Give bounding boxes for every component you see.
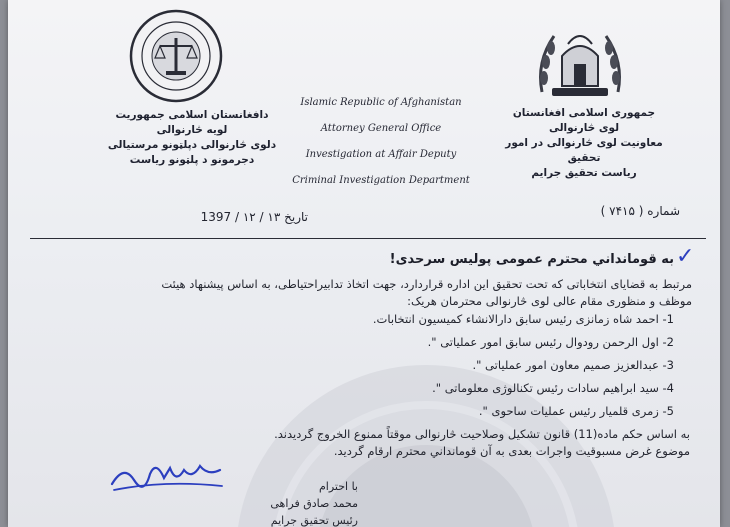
header-center-line: Investigation at Affair Deputy: [305, 149, 457, 160]
checkmark-icon: ✓: [676, 244, 695, 269]
signature-block: [158, 478, 358, 527]
intro-paragraph: مرتبط به قضایای انتخاباتی که تحت تحقیق این اداره قراردارد، جهت اتخاذ تدابیراحتیاطی، به اساس پیشنهاد هیئت موظف و منظوری مقام عالی لوی څارنوالی محترمان هریک:: [161, 277, 692, 308]
document-number: [568, 204, 680, 218]
regards: با احترام: [318, 480, 358, 493]
header-center-line: Criminal Investigation Department: [292, 175, 470, 186]
signer-name: محمد صادق فراهی: [270, 497, 358, 510]
list-item: 5- زمری قلمیار رئیس عملیات ساحوی ".: [478, 404, 674, 418]
closing-line: موضوع غرض مسبوقیت واجرات بعدی به آن قومانداني محترم ارقام گردید.: [333, 444, 690, 458]
list-item: 1- احمد شاه زمانزی رئیس سابق دارالانشاء کمیسیون انتخابات.: [372, 312, 674, 326]
letter-page: [8, 0, 720, 527]
header-dari-left: [102, 108, 282, 168]
header-left-line: لویه څارنوالی: [156, 124, 228, 136]
header-right-line: جمهوری اسلامی افغانستان: [512, 107, 656, 119]
persons-list: [308, 312, 674, 427]
header-right-line: لوی څارنوالی: [548, 122, 620, 134]
header-center-line: Islamic Republic of Afghanistan: [300, 97, 462, 108]
header-left-line: دلوی څارنوالی دپلټونو مرستیالی: [107, 139, 277, 151]
addressee: به قومانداني محترم عمومی پولیس سرحدی!: [389, 252, 674, 267]
signer-title: رئیس تحقیق جرایم: [270, 514, 358, 527]
date-label: تاریخ: [284, 210, 308, 224]
attorney-general-seal-icon: [128, 8, 224, 104]
header-center-line: Attorney General Office: [320, 123, 442, 134]
header-dari-right: [494, 106, 674, 181]
header-right-line: ریاست تحقیق جرایم: [531, 167, 637, 179]
number-value: ( ۷۴۱۵ ): [600, 204, 644, 218]
afghanistan-emblem-icon: [532, 22, 628, 104]
header-divider: [30, 238, 706, 239]
list-item: 3- عبدالعزیز صمیم معاون امور عملیاتی ".: [472, 358, 674, 372]
document-date: [78, 210, 308, 224]
header-english: [274, 90, 488, 194]
header-left-line: دافغانستان اسلامی جمهوریت: [115, 109, 269, 121]
number-label: شماره: [647, 204, 680, 218]
list-item: 4- سید ابراهیم سادات رئیس تکنالوژی معلوماتی ".: [432, 381, 674, 395]
closing-paragraph: [158, 426, 690, 460]
header-left-line: دجرمونو د پلټونو ریاست: [129, 154, 255, 166]
date-value: ۱۳ / ۱۲ / 1397: [200, 210, 281, 224]
closing-line: به اساس حکم ماده(11) قانون تشکیل وصلاحیت څارنوالی موقتاً ممنوع الخروج گردیدند.: [274, 427, 690, 441]
list-item: 2- اول الرحمن رودوال رئیس سابق امور عملیاتی ".: [427, 335, 674, 349]
header-right-line: معاونیت لوی څارنوالی در امور تحقیق: [505, 137, 663, 164]
